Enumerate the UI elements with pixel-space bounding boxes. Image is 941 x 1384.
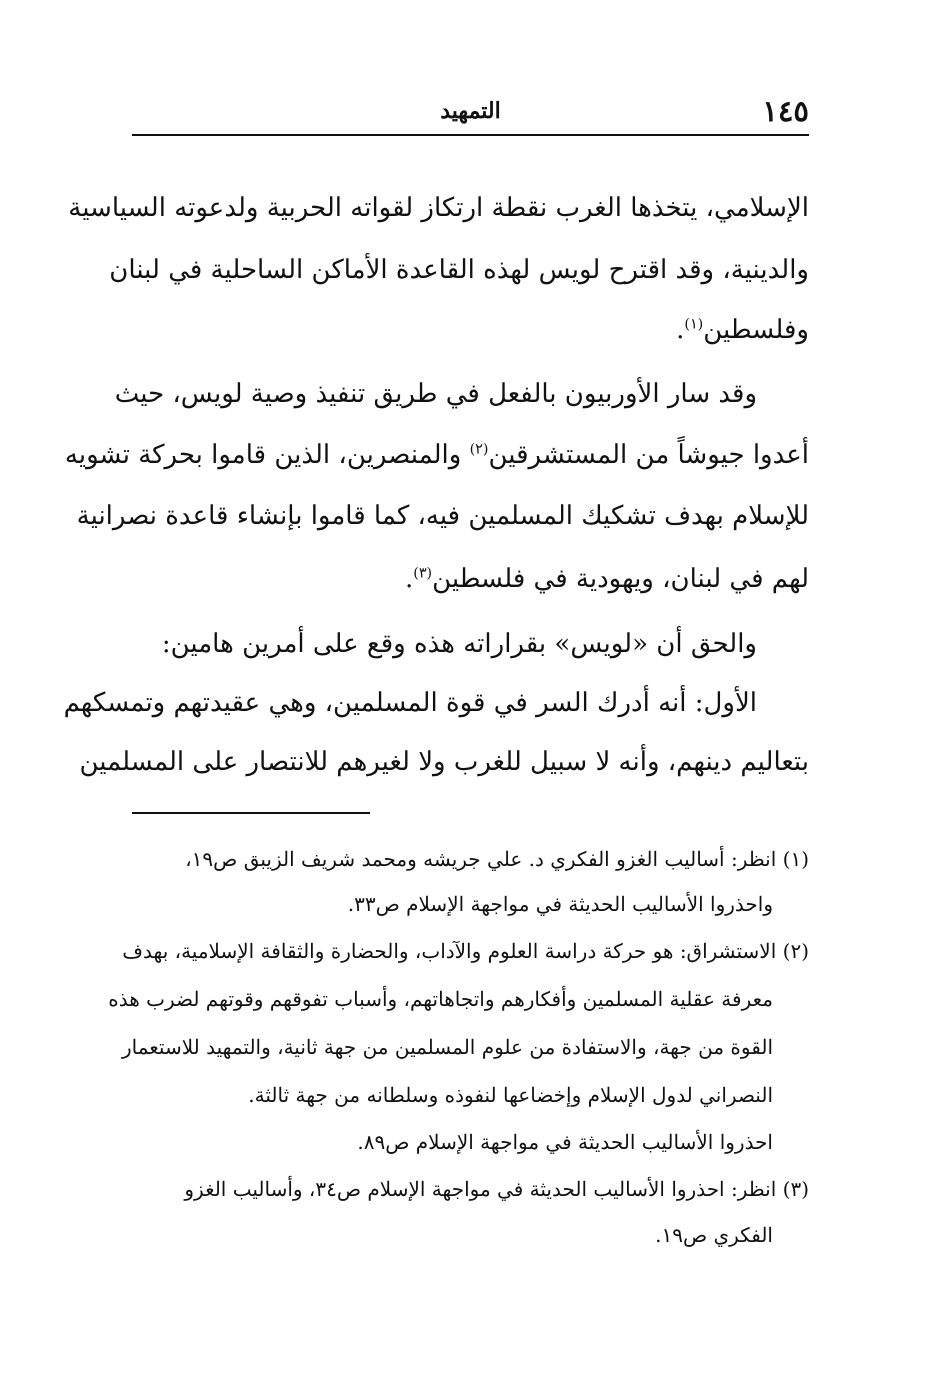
body-text: الأول: أنه أدرك السر في قوة المسلمين، وهي عقيدتهم وتمسكهم	[63, 688, 757, 718]
footnote-text: معرفة عقلية المسلمين وأفكارهم واتجاهاتهم، وأسباب تفوقهم وقوتهم لضرب هذه	[108, 987, 773, 1011]
body-text: .	[676, 315, 685, 345]
footnote-line	[132, 1218, 809, 1252]
footnote-marker: (٣)	[413, 565, 433, 582]
body-line	[64, 433, 809, 477]
footnote-text: (٣) انظر: احذروا الأساليب الحديثة في مواجهة الإسلام ص٣٤، وأساليب الغزو	[184, 1177, 809, 1201]
body-text: .	[404, 564, 414, 594]
page-header	[132, 92, 809, 136]
footnote-line	[132, 1125, 809, 1159]
footnote-text: (١) انظر: أساليب الغزو الفكري د. علي جريشه ومحمد شريف الزيبق ص١٩،	[185, 847, 809, 871]
body-text: الإسلامي، يتخذها الغرب نقطة ارتكاز لقواته الحربية ولدعوته السياسية	[68, 193, 809, 223]
footnote-text: النصراني لدول الإسلام وإخضاعها لنفوذه وسلطانه من جهة ثالثة.	[248, 1083, 773, 1107]
footnote-text: القوة من جهة، والاستفادة من علوم المسلمين من جهة ثانية، والتمهيد للاستعمار	[121, 1035, 773, 1059]
body-line	[132, 308, 809, 352]
body-line	[76, 494, 809, 538]
footnote-line	[132, 1172, 809, 1206]
footnote-line	[122, 934, 809, 968]
page-number: ١٤٥	[762, 94, 809, 128]
footnote-marker: (٢)	[469, 441, 489, 458]
body-line	[63, 681, 809, 725]
footnote-line	[132, 1078, 809, 1112]
body-line	[114, 372, 809, 416]
body-text: والمنصرين، الذين قاموا بحركة تشويه	[64, 440, 470, 470]
body-text: وقد سار الأوربيون بالفعل في طريق تنفيذ وصية لويس، حيث	[114, 379, 757, 409]
body-text: للإسلام بهدف تشكيك المسلمين فيه، كما قاموا بإنشاء قاعدة نصرانية	[76, 501, 809, 531]
footnote-line	[132, 887, 809, 921]
body-text: لهم في لبنان، ويهودية في فلسطين	[432, 564, 809, 594]
body-line	[109, 248, 809, 292]
body-text: أعدوا جيوشاً من المستشرقين	[488, 440, 809, 470]
footnote-line	[121, 1030, 809, 1064]
body-line	[79, 740, 809, 784]
footnote-line	[132, 842, 809, 876]
running-title: التمهيد	[440, 98, 501, 124]
footnote-text: (٢) الاستشراق: هو حركة دراسة العلوم والآداب، والحضارة والثقافة الإسلامية، بهدف	[122, 939, 809, 963]
body-text: والحق أن «لويس» بقراراته هذه وقع على أمرين هامين:	[161, 629, 757, 659]
body-line	[132, 622, 809, 666]
body-text: بتعاليم دينهم، وأنه لا سبيل للغرب ولا لغيرهم للانتصار على المسلمين	[79, 747, 809, 777]
footnote-line	[108, 982, 809, 1016]
body-text: والدينية، وقد اقترح لويس لهذه القاعدة الأماكن الساحلية في لبنان	[109, 255, 809, 285]
footnote-text: الفكري ص١٩.	[655, 1223, 773, 1247]
body-line	[132, 557, 809, 601]
footnote-marker: (١)	[684, 316, 704, 333]
footnote-text: احذروا الأساليب الحديثة في مواجهة الإسلام ص٨٩.	[357, 1130, 773, 1154]
footnote-separator	[132, 812, 370, 814]
body-text: وفلسطين	[703, 315, 809, 345]
footnote-text: واحذروا الأساليب الحديثة في مواجهة الإسلام ص٣٣.	[347, 892, 773, 916]
body-line	[68, 186, 809, 230]
